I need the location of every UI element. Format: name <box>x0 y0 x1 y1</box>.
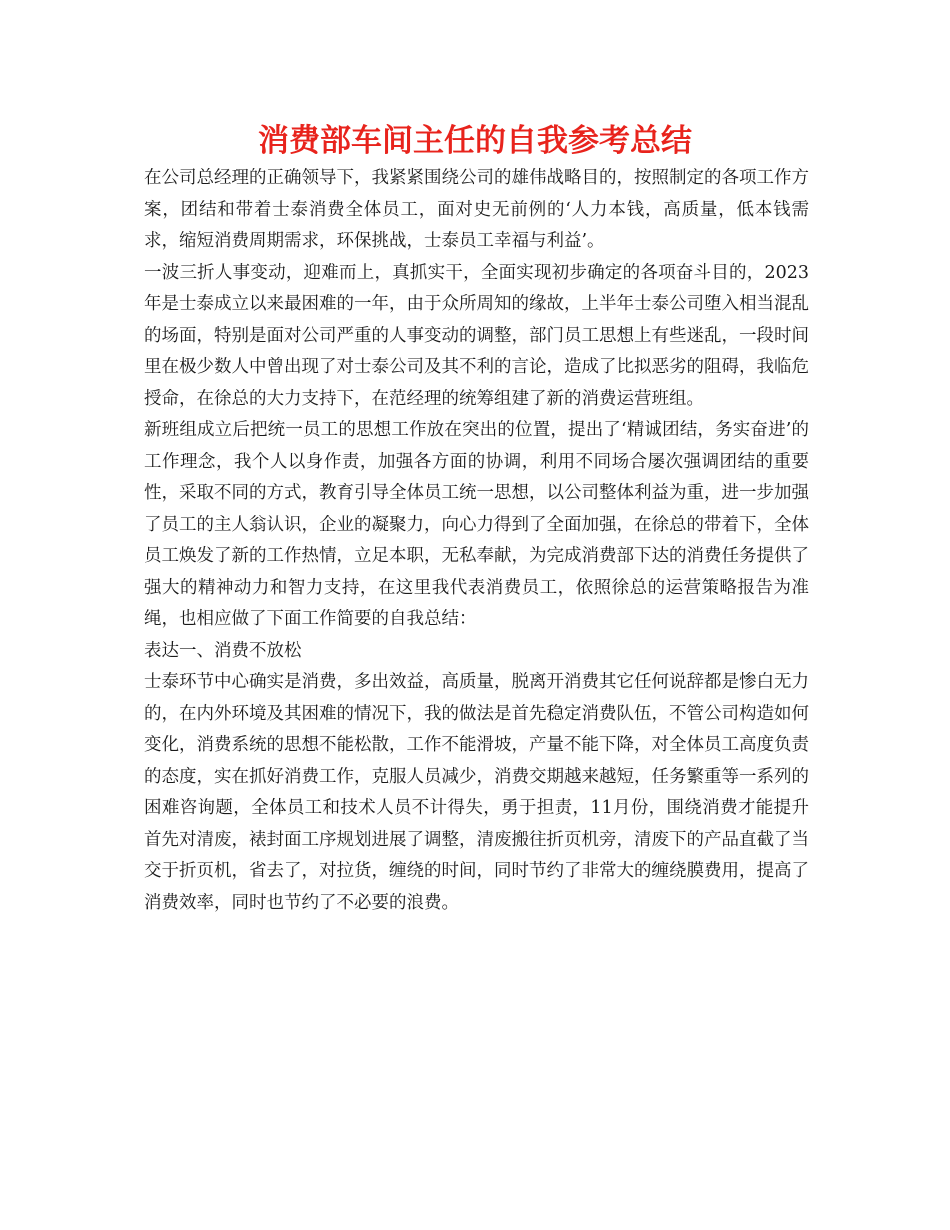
document-title: 消费部车间主任的自我参考总结 <box>258 123 692 159</box>
section-heading-production: 表达一、消费不放松 <box>144 640 302 661</box>
paragraph-production: 士泰环节中心确实是消费，多出效益，高质量，脱离开消费其它任何说辞都是惨白无力的，在内外环境及其困难的情况下，我的做法是首先稳定消费队伍，不管公司构造如何变化，消费系统的思想不能松散，工作不能滑坡，产量不能下降，对全体员工高度负责的态度，实在抓好消费工作，克服人员减少，消费交期越来越短，任务繁重等一系列的困难咨询题，全体员工和技术人员不计得失，勇于担责，11月份，围绕消费才能提升首先对清废，裱封面工序规划进展了调整，清废搬往折页机旁，清废下的产品直截了当交于折页机，省去了，对拉货，缠绕的时间，同时节约了非常大的缠绕膜费用，提高了消费效率，同时也节约了不必要的浪费。 <box>144 672 809 913</box>
paragraph-personnel-changes: 一波三折人事变动，迎难而上，真抓实干，全面实现初步确定的各项奋斗目的，2023年是士泰成立以来最困难的一年，由于众所周知的缘故，上半年士泰公司堕入相当混乱的场面，特别是面对公司严重的人事变动的调整，部门员工思想上有些迷乱，一段时间里在极少数人中曾出现了对士泰公司及其不利的言论，造成了比拟恶劣的阻碍，我临危授命，在徐总的大力支持下，在范经理的统筹组建了新的消费运营班组。 <box>144 262 809 409</box>
paragraph-intro: 在公司总经理的正确领导下，我紧紧围绕公司的雄伟战略目的，按照制定的各项工作方案，团结和带着士泰消费全体员工，面对史无前例的‘人力本钱，高质量，低本钱需求，缩短消费周期需求，环保挑战，士泰员工幸福与利益’。 <box>144 168 809 251</box>
document-body <box>144 163 809 919</box>
paragraph-new-team: 新班组成立后把统一员工的思想工作放在突出的位置，提出了‘精诚团结，务实奋进’的工作理念，我个人以身作责，加强各方面的协调，利用不同场合屡次强调团结的重要性，采取不同的方式，教育引导全体员工统一思想，以公司整体利益为重，进一步加强了员工的主人翁认识，企业的凝聚力，向心力得到了全面加强，在徐总的带着下，全体员工焕发了新的工作热情，立足本职，无私奉献，为完成消费部下达的消费任务提供了强大的精神动力和智力支持，在这里我代表消费员工，依照徐总的运营策略报告为准绳，也相应做了下面工作简要的自我总结： <box>144 420 809 629</box>
